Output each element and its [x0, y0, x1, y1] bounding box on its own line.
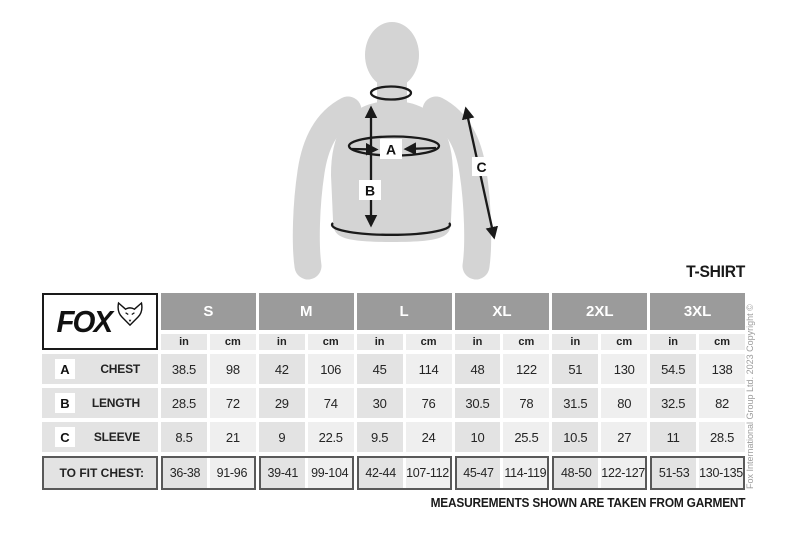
- unit-cm-header: cm: [210, 334, 256, 350]
- tofit-value: 99-104: [308, 458, 352, 488]
- unit-cm-header: cm: [308, 334, 354, 350]
- tofit-value: 114-119: [503, 458, 547, 488]
- value-cell: 74: [308, 388, 354, 418]
- page-title: T-SHIRT: [686, 262, 745, 281]
- size-header-xl: XL: [455, 293, 550, 330]
- value-cell: 122: [503, 354, 549, 384]
- value-cell: 48: [455, 354, 501, 384]
- tofit-chest-label: TO FIT CHEST:: [42, 456, 158, 490]
- unit-in-header: in: [259, 334, 305, 350]
- value-cell: 28.5: [699, 422, 745, 452]
- row-label-text: CHEST: [100, 362, 140, 376]
- value-cell: 24: [406, 422, 452, 452]
- tofit-value: 122-127: [601, 458, 645, 488]
- row-label-sleeve: [42, 422, 158, 452]
- value-cell: 10: [455, 422, 501, 452]
- value-cell: 29: [259, 388, 305, 418]
- unit-in-header: in: [650, 334, 696, 350]
- value-cell: 72: [210, 388, 256, 418]
- size-table: [42, 293, 745, 490]
- tofit-value: 91-96: [210, 458, 254, 488]
- tofit-pair: [357, 456, 452, 490]
- fox-head-icon: [115, 301, 145, 328]
- row-letter-badge: C: [55, 427, 75, 447]
- value-cell: 25.5: [503, 422, 549, 452]
- tofit-value: 51-53: [652, 458, 696, 488]
- value-cell: 114: [406, 354, 452, 384]
- value-cell: 42: [259, 354, 305, 384]
- tofit-value: 39-41: [261, 458, 305, 488]
- value-cell: 76: [406, 388, 452, 418]
- value-cell: 51: [552, 354, 598, 384]
- value-cell: 130: [601, 354, 647, 384]
- tofit-value: 36-38: [163, 458, 207, 488]
- measure-c-label: C: [476, 159, 487, 175]
- row-label-chest: [42, 354, 158, 384]
- row-letter-badge: A: [55, 359, 75, 379]
- value-cell: 38.5: [161, 354, 207, 384]
- measurements-footnote: MEASUREMENTS SHOWN ARE TAKEN FROM GARMENT: [430, 496, 745, 510]
- value-cell: 10.5: [552, 422, 598, 452]
- size-header-m: M: [259, 293, 354, 330]
- value-cell: 9: [259, 422, 305, 452]
- value-cell: 106: [308, 354, 354, 384]
- tofit-pair: [552, 456, 647, 490]
- tofit-value: 130-135: [699, 458, 743, 488]
- value-cell: 11: [650, 422, 696, 452]
- value-cell: 28.5: [161, 388, 207, 418]
- value-cell: 30.5: [455, 388, 501, 418]
- unit-in-header: in: [552, 334, 598, 350]
- tofit-value: 45-47: [457, 458, 501, 488]
- value-cell: 32.5: [650, 388, 696, 418]
- unit-in-header: in: [357, 334, 403, 350]
- value-cell: 80: [601, 388, 647, 418]
- row-label-length: [42, 388, 158, 418]
- copyright-text: Fox International Group Ltd. 2023 Copyright ©: [745, 304, 755, 489]
- fox-logo: [42, 293, 158, 350]
- value-cell: 45: [357, 354, 403, 384]
- value-cell: 78: [503, 388, 549, 418]
- value-cell: 21: [210, 422, 256, 452]
- measure-a-arrow-left: [352, 149, 376, 150]
- tofit-value: 48-50: [554, 458, 598, 488]
- tofit-pair: [259, 456, 354, 490]
- row-label-text: SLEEVE: [93, 430, 140, 444]
- value-cell: 22.5: [308, 422, 354, 452]
- unit-cm-header: cm: [406, 334, 452, 350]
- value-cell: 9.5: [357, 422, 403, 452]
- size-header-l: L: [357, 293, 452, 330]
- row-label-text: LENGTH: [91, 396, 140, 410]
- value-cell: 30: [357, 388, 403, 418]
- row-letter-badge: B: [55, 393, 75, 413]
- value-cell: 31.5: [552, 388, 598, 418]
- unit-cm-header: cm: [601, 334, 647, 350]
- tofit-pair: [650, 456, 745, 490]
- value-cell: 82: [699, 388, 745, 418]
- tofit-value: 107-112: [406, 458, 450, 488]
- unit-in-header: in: [161, 334, 207, 350]
- size-header-s: S: [161, 293, 256, 330]
- unit-cm-header: cm: [503, 334, 549, 350]
- value-cell: 54.5: [650, 354, 696, 384]
- value-cell: 27: [601, 422, 647, 452]
- fox-logo-text: FOX: [56, 303, 111, 339]
- tofit-pair: [455, 456, 550, 490]
- size-header-3xl: 3XL: [650, 293, 745, 330]
- measure-a-arrow-right: [406, 148, 436, 149]
- unit-cm-header: cm: [699, 334, 745, 350]
- size-header-2xl: 2XL: [552, 293, 647, 330]
- value-cell: 98: [210, 354, 256, 384]
- measure-a-label: A: [385, 141, 397, 158]
- tofit-pair: [161, 456, 256, 490]
- unit-in-header: in: [455, 334, 501, 350]
- tofit-value: 42-44: [359, 458, 403, 488]
- value-cell: 138: [699, 354, 745, 384]
- torso-measurement-diagram: [288, 2, 518, 290]
- value-cell: 8.5: [161, 422, 207, 452]
- measure-b-label: B: [364, 182, 376, 199]
